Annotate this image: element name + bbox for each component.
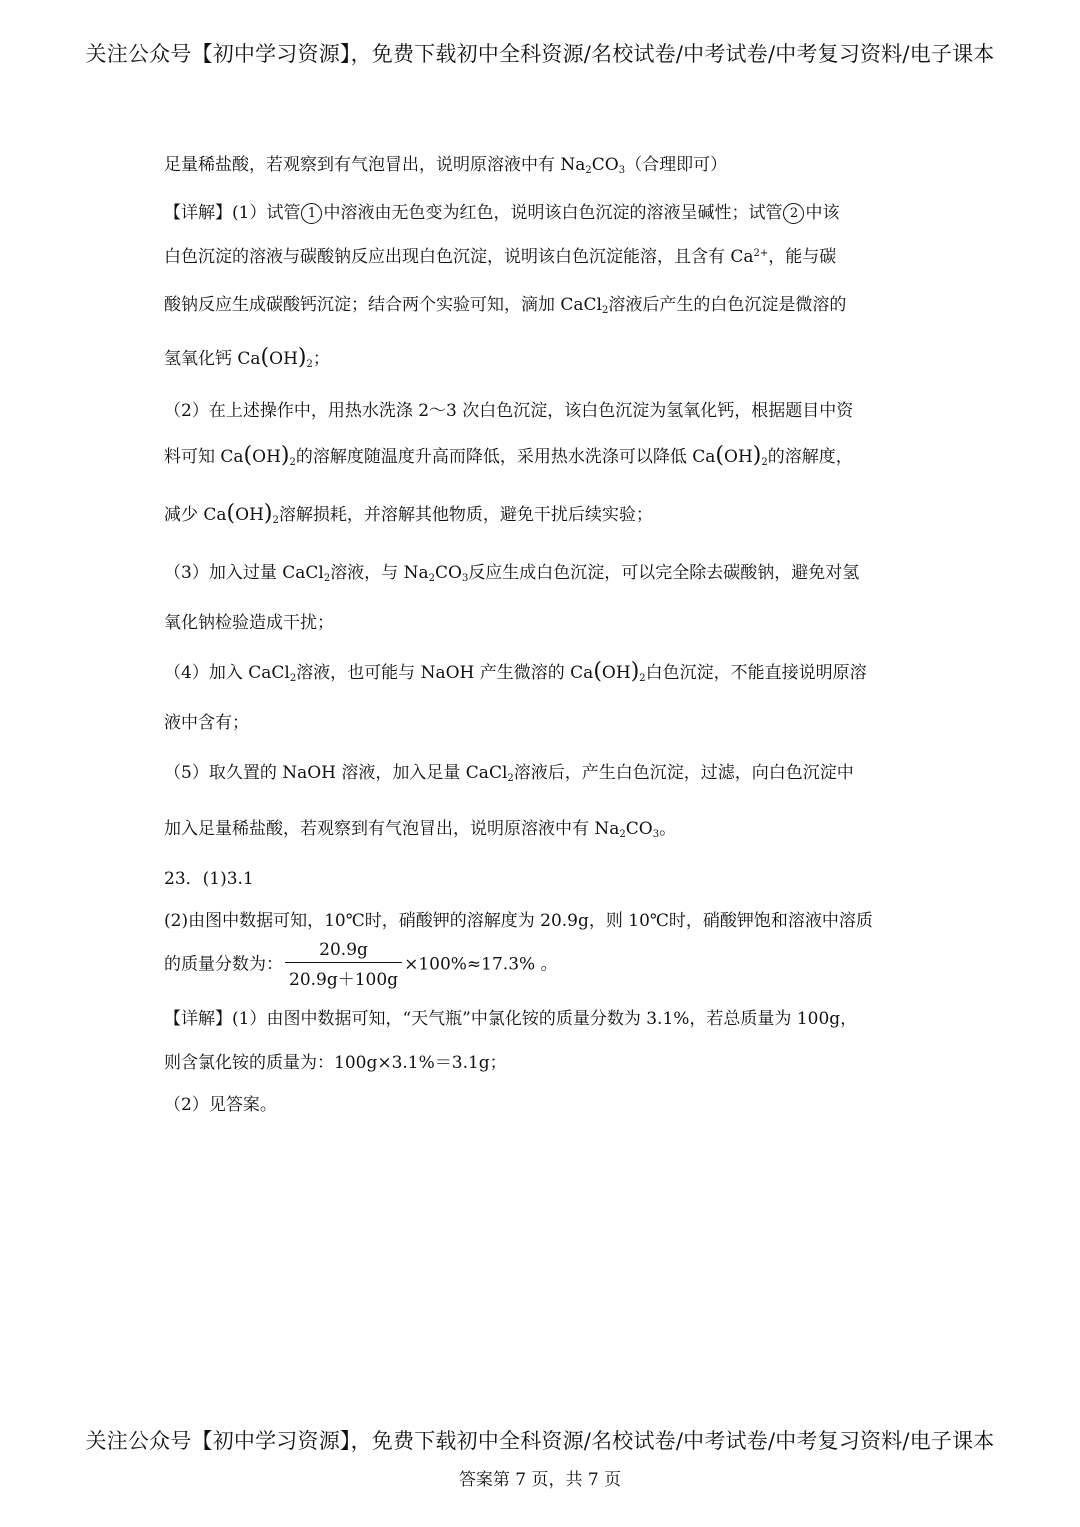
text: 白色沉淀的溶液与碳酸钠反应出现白色沉淀，说明该白色沉淀能溶，且含有 Ca xyxy=(164,247,754,267)
text: 。 xyxy=(659,819,677,839)
subscript: 2 xyxy=(428,573,435,584)
circled-number: 2 xyxy=(783,203,804,224)
fraction xyxy=(285,940,402,990)
text: OH xyxy=(235,505,264,525)
text-line xyxy=(164,198,839,224)
text: 足量稀盐酸，若观察到有气泡冒出，说明原溶液中有 Na xyxy=(164,155,586,175)
footer-banner: 关注公众号【初中学习资源】，免费下载初中全科资源/名校试卷/中考试卷/中考复习资料/电子课本 xyxy=(85,1429,995,1453)
text-line xyxy=(164,442,853,468)
text: 减少 Ca xyxy=(164,505,227,525)
page-number: 答案第 7 页，共 7 页 xyxy=(458,1470,622,1490)
subscript: 2 xyxy=(602,305,609,316)
text-line: 23．(1)3.1 xyxy=(164,869,254,889)
text: CO xyxy=(625,819,653,839)
text-line xyxy=(164,290,846,315)
text: 【详解】(1）试管 xyxy=(164,203,301,223)
subscript: 3 xyxy=(461,573,469,584)
subscript: 3 xyxy=(618,165,626,176)
subscript: 2 xyxy=(289,457,296,468)
text-line xyxy=(164,242,836,267)
text-line xyxy=(164,558,859,583)
text: ； xyxy=(312,349,330,369)
text-line: (2)由图中数据可知，10℃时，硝酸钾的溶解度为 20.9g，则 10℃时，硝酸钾饱和溶液中溶质 xyxy=(164,911,873,931)
text: 加入足量稀盐酸，若观察到有气泡冒出，说明原溶液中有 Na xyxy=(164,819,620,839)
text: CO xyxy=(434,563,462,583)
subscript: 2 xyxy=(639,673,646,684)
text-line xyxy=(164,150,727,175)
text: 的溶解度随温度升高而降低，采用热水洗涤可以降低 Ca xyxy=(295,447,716,467)
subscript: 2 xyxy=(761,457,768,468)
header-banner: 关注公众号【初中学习资源】，免费下载初中全科资源/名校试卷/中考试卷/中考复习资料/电子课本 xyxy=(85,42,995,66)
text: OH xyxy=(269,349,298,369)
text: CO xyxy=(591,155,619,175)
text: 溶解损耗，并溶解其他物质，避免干扰后续实验； xyxy=(278,505,653,525)
paren: ( xyxy=(243,443,253,468)
subscript: 2 xyxy=(289,673,297,684)
text: 酸钠反应生成碳酸钙沉淀；结合两个实验可知，滴加 CaCl xyxy=(164,295,602,315)
text: OH xyxy=(724,447,753,467)
text: 白色沉淀，不能直接说明原溶 xyxy=(645,663,867,683)
subscript: 2 xyxy=(306,359,313,370)
text: ×100%≈17.3% 。 xyxy=(404,954,558,975)
text-line xyxy=(164,814,676,839)
text: 的溶解度， xyxy=(767,447,853,467)
text-line: （2）在上述操作中，用热水洗涤 2～3 次白色沉淀，该白色沉淀为氢氧化钙，根据题目中资 xyxy=(164,401,854,421)
text-line xyxy=(164,658,867,684)
text: OH xyxy=(601,663,631,683)
paren: ( xyxy=(715,443,725,468)
text: （合理即可） xyxy=(625,155,728,175)
text-line: 【详解】(1）由图中数据可知，“天气瓶”中氯化铵的质量分数为 3.1%，若总质量为 100g， xyxy=(164,1009,858,1029)
superscript: 2+ xyxy=(753,248,769,259)
text: （4）加入 CaCl xyxy=(164,663,290,683)
circled-number: 1 xyxy=(301,203,322,224)
paren: ) xyxy=(280,443,290,468)
text: （5）取久置的 NaOH 溶液，加入足量 CaCl xyxy=(164,763,508,783)
subscript: 2 xyxy=(619,829,626,840)
text-line xyxy=(164,758,854,783)
paren: ( xyxy=(226,501,236,526)
text: 反应生成白色沉淀，可以完全除去碳酸钠，避免对氢 xyxy=(468,563,860,583)
subscript: 2 xyxy=(323,573,331,584)
text: 溶液，与 Na xyxy=(330,563,429,583)
fraction-denominator: 20.9g＋100g xyxy=(289,970,399,990)
formula-line xyxy=(164,940,558,990)
paren: ) xyxy=(263,501,273,526)
text: 溶液，也可能与 NaOH 产生微溶的 Ca xyxy=(296,663,594,683)
text: OH xyxy=(252,447,281,467)
paren: ( xyxy=(260,345,270,370)
paren: ) xyxy=(752,443,762,468)
text-line: 则含氯化铵的质量为：100g×3.1%＝3.1g； xyxy=(164,1053,507,1073)
text-line xyxy=(164,344,330,370)
subscript: 2 xyxy=(585,165,592,176)
text: （3）加入过量 CaCl xyxy=(164,563,324,583)
fraction-numerator: 20.9g xyxy=(285,940,402,963)
text-line: 液中含有； xyxy=(164,713,249,733)
text-line xyxy=(164,500,653,526)
text-line: （2）见答案。 xyxy=(164,1095,277,1115)
text: ，能与碳 xyxy=(768,247,837,267)
subscript: 3 xyxy=(652,829,660,840)
text: 料可知 Ca xyxy=(164,447,244,467)
text: 中溶液由无色变为红色，说明该白色沉淀的溶液呈碱性；试管 xyxy=(323,203,783,223)
text: 溶液后，产生白色沉淀，过滤，向白色沉淀中 xyxy=(513,763,854,783)
paren: ) xyxy=(297,345,307,370)
subscript: 2 xyxy=(272,515,279,526)
text: 中该 xyxy=(805,203,840,223)
subscript: 2 xyxy=(507,773,514,784)
text: 氢氧化钙 Ca xyxy=(164,349,261,369)
text: 的质量分数为： xyxy=(164,954,283,975)
text: 溶液后产生的白色沉淀是微溶的 xyxy=(608,295,847,315)
paren: ) xyxy=(630,659,640,684)
text-line: 氧化钠检验造成干扰； xyxy=(164,613,334,633)
paren: ( xyxy=(593,659,602,684)
